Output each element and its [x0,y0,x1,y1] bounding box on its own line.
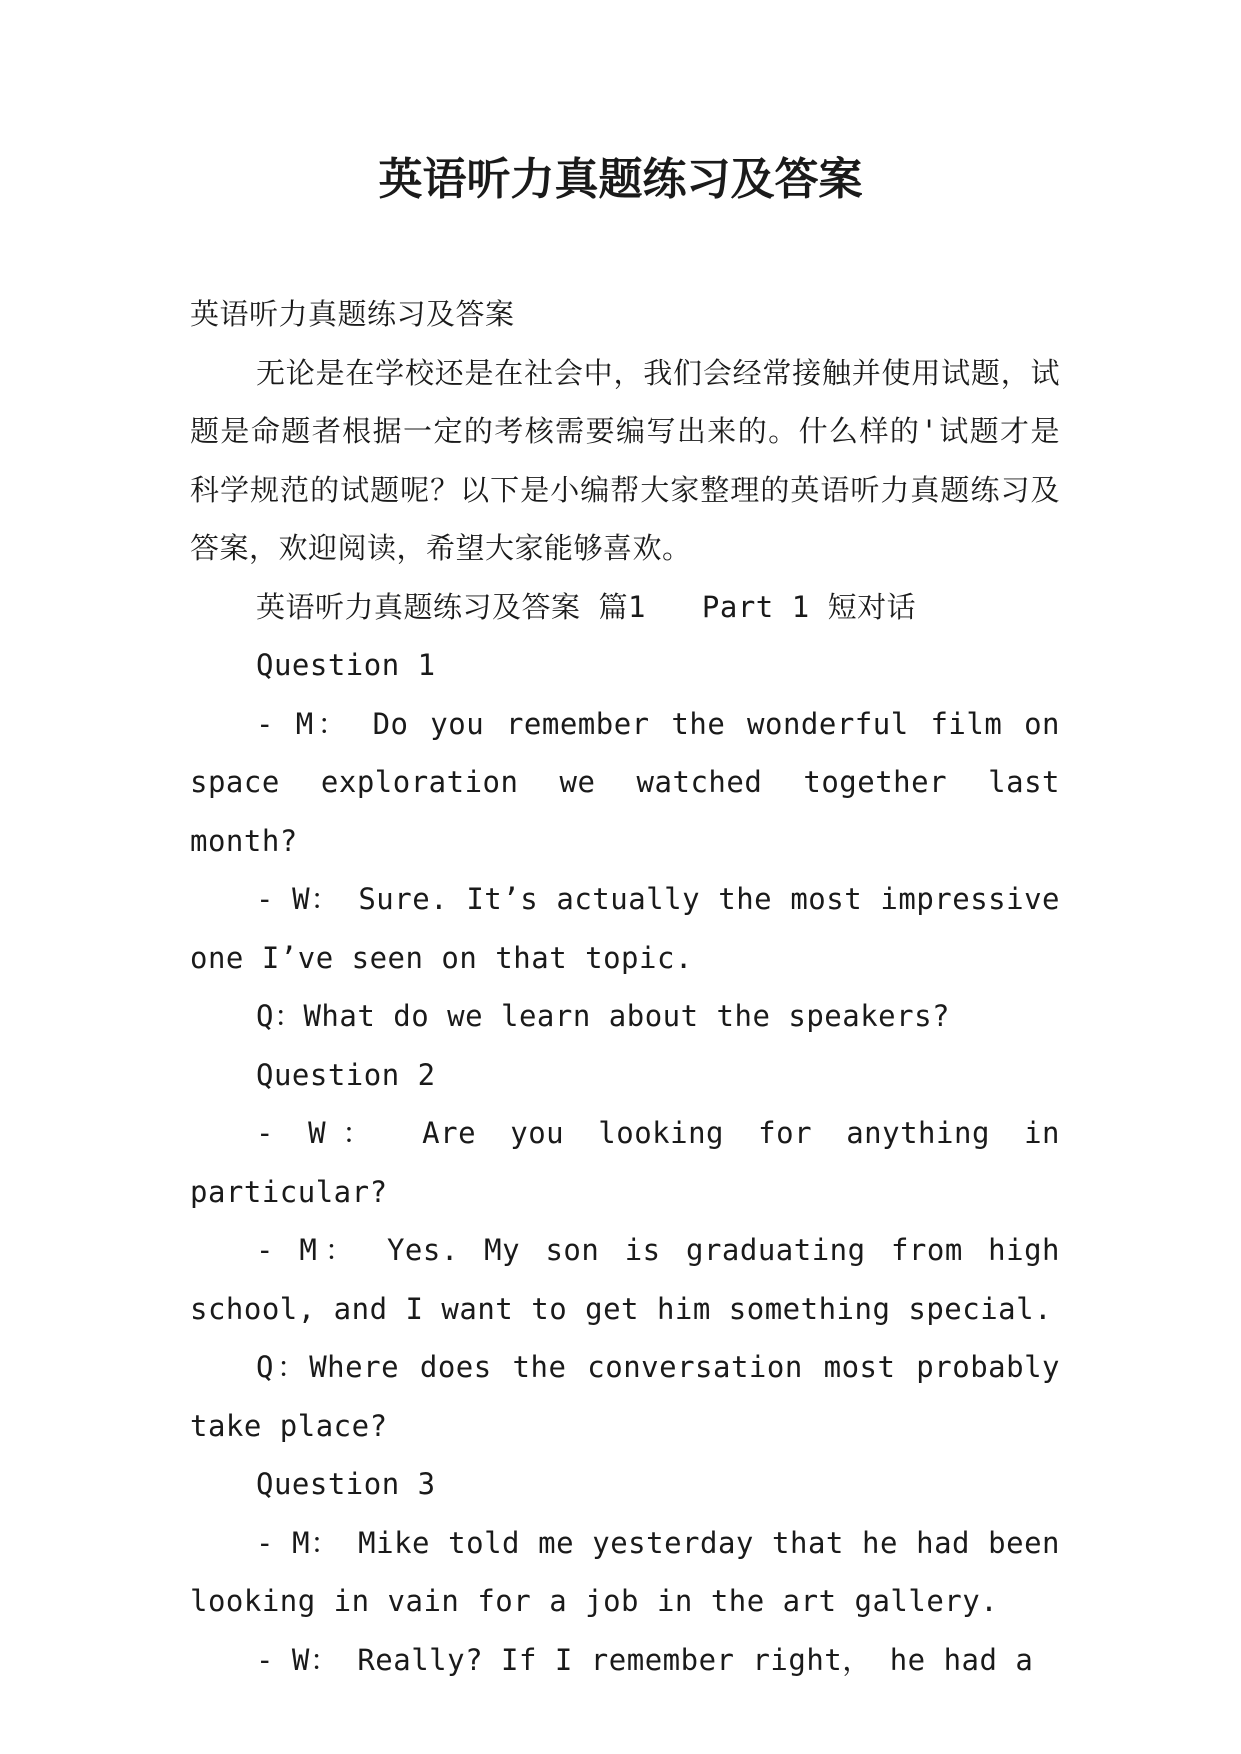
question-1-label: Question 1 [256,648,436,682]
question-3-man-line: - M： Mike told me yesterday that he had been looking in vain for a job in the art gallery. [190,1525,1060,1618]
question-3-woman-line: - W： Really? If I remember right， he had a [256,1642,1034,1677]
question-2-man-line: - M： Yes. My son is graduating from high school, and I want to get him something special. [190,1233,1060,1326]
document-subtitle: 英语听力真题练习及答案 [190,297,515,331]
document-body [190,285,1060,1689]
question-1-woman-line: - W： Sure. It’s actually the most impressive one I’ve seen on that topic. [190,882,1060,975]
question-2-woman-line: - W： Are you looking for anything in particular? [190,1116,1060,1209]
section-heading: 英语听力真题练习及答案 篇1 [256,589,646,624]
section-heading-line [190,578,1060,637]
part-heading: Part 1 短对话 [701,589,917,624]
question-2-question: Q：Where does the conversation most probably take place? [190,1350,1060,1443]
question-1-man-line: - M： Do you remember the wonderful film on space exploration we watched together last month? [190,706,1060,858]
question-3-label: Question 3 [256,1467,436,1501]
document-title: 英语听力真题练习及答案 [378,154,863,205]
intro-paragraph: 无论是在学校还是在社会中，我们会经常接触并使用试题，试题是命题者根据一定的考核需要编写出来的。什么样的'试题才是科学规范的试题呢？以下是小编帮大家整理的英语听力真题练习及答案，欢迎阅读，希望大家能够喜欢。 [190,355,1060,565]
question-2-label: Question 2 [256,1057,436,1092]
question-1-question: Q：What do we learn about the speakers? [256,999,951,1033]
